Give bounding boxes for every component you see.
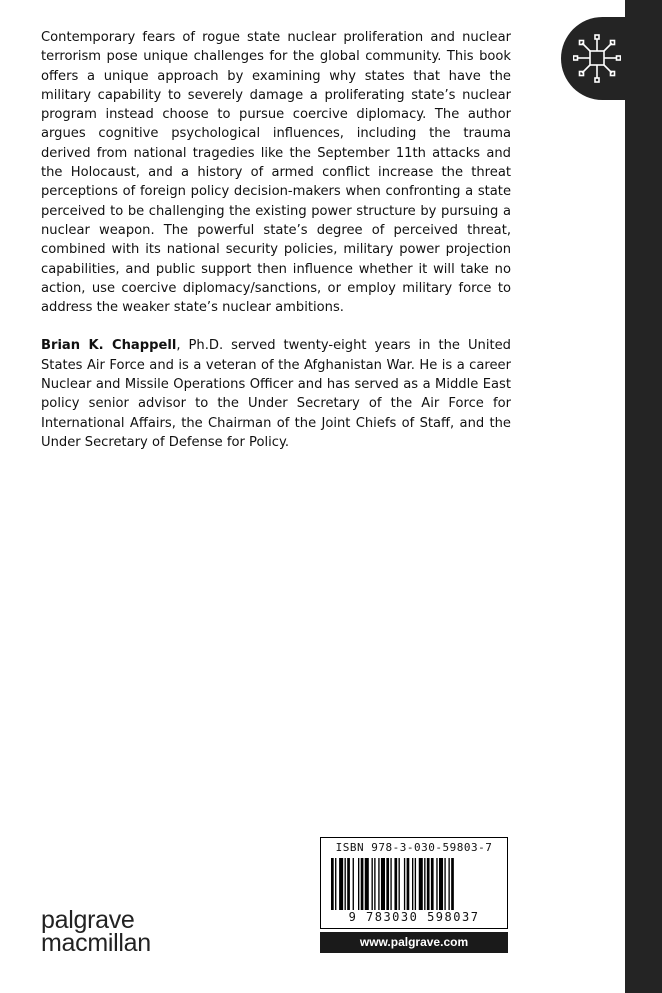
barcode-stripe <box>407 858 410 910</box>
book-description: Contemporary fears of rogue state nuclear proliferation and nuclear terrorism pose unique challenges for the global community. This book offers a unique approach by examining why states that have the military capability to severely damage a proliferating state’s nuclear program instead choose to pursue coercive diplomacy. The author argues cognitive psychological influences, including the trauma derived from national tragedies like the September 11th attacks and the Holocaust, and a history of armed conflict increase the threat perceptions of foreign policy decision-makers when confronting a state perceived to be challenging the existing power structure by pursuing a nuclear weapon. The powerful state’s degree of perceived threat, combined with its national security policies, military power projection capabilities, and public support then influence whether it will take no action, use coercive diplomacy/sanctions, or employ military force to address the weaker state’s nuclear ambitions. <box>41 30 511 316</box>
barcode-stripe <box>427 858 430 910</box>
barcode-stripe <box>390 858 391 910</box>
barcode-stripe <box>381 858 385 910</box>
barcode <box>320 837 508 929</box>
barcode-stripe <box>415 858 416 910</box>
barcode-stripe <box>365 858 369 910</box>
barcode-stripe <box>331 858 334 910</box>
barcode-stripe <box>424 858 425 910</box>
barcode-stripe <box>374 858 375 910</box>
author-bio: , Ph.D. served twenty-eight years in the United States Air Force and is a veteran of the Afghanistan War. He is a career Nuclear and Missile Operations Officer and has served as a Middle East policy senior advisor to the Under Secretary of the Air Force for International Affairs, the Chairman of the Joint Chiefs of Staff, and the Under Secretary of Defense for Policy. <box>41 338 511 450</box>
barcode-digits: 9 783030 598037 <box>348 910 480 924</box>
network-node-icon <box>573 30 621 86</box>
barcode-stripe <box>444 858 445 910</box>
barcode-stripe <box>361 858 364 910</box>
barcode-stripe <box>353 858 354 910</box>
author-bio-paragraph <box>41 336 511 452</box>
barcode-stripe <box>419 858 423 910</box>
publisher-name-line1: palgrave <box>41 906 135 934</box>
barcode-bars <box>331 858 499 910</box>
barcode-stripe <box>345 858 346 910</box>
barcode-stripe <box>412 858 413 910</box>
spine-bar <box>625 0 662 993</box>
barcode-stripe <box>386 858 389 910</box>
publisher-name-line2: macmillan <box>41 929 151 957</box>
series-logo-tab <box>561 17 662 100</box>
back-cover-text <box>41 28 511 471</box>
author-name: Brian K. Chappell <box>41 338 177 354</box>
barcode-stripe <box>339 858 343 910</box>
barcode-stripe <box>439 858 443 910</box>
barcode-stripe <box>399 858 400 910</box>
barcode-stripe <box>448 858 449 910</box>
isbn-label: ISBN 978-3-030-59803-7 <box>335 841 493 854</box>
barcode-stripe <box>335 858 336 910</box>
barcode-stripe <box>372 858 373 910</box>
publisher-logo <box>41 906 151 957</box>
barcode-stripe <box>358 858 359 910</box>
barcode-stripe <box>347 858 350 910</box>
publisher-website: www.palgrave.com <box>320 932 508 953</box>
barcode-stripe <box>451 858 454 910</box>
barcode-stripe <box>404 858 405 910</box>
barcode-stripe <box>394 858 397 910</box>
barcode-stripe <box>378 858 379 910</box>
barcode-stripe <box>436 858 437 910</box>
barcode-stripe <box>431 858 434 910</box>
